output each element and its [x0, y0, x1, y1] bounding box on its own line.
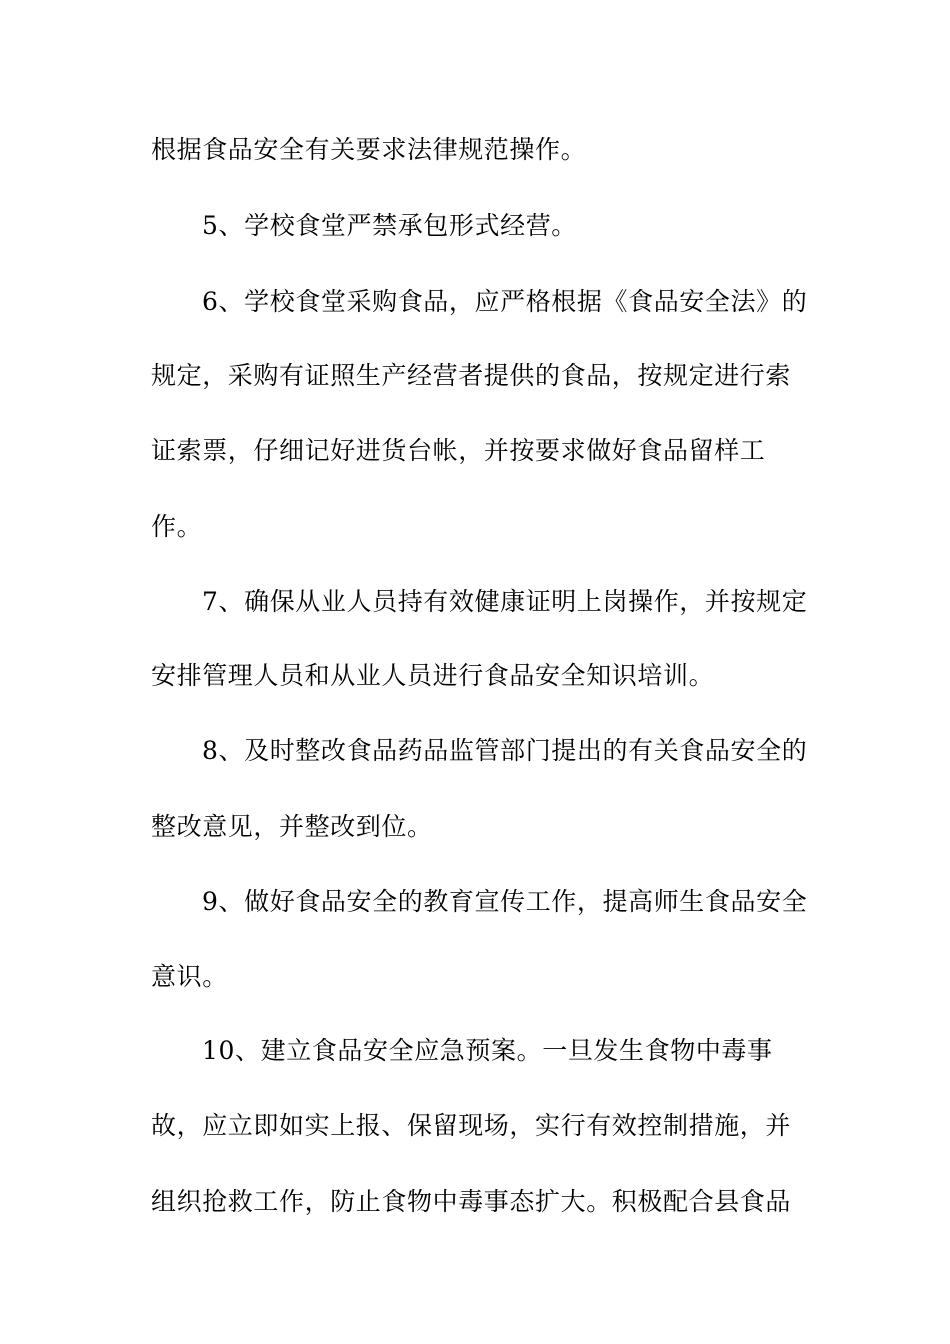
text-line: 整改意见，并整改到位。: [151, 812, 433, 841]
text-line: 安排管理人员和从业人员进行食品安全知识培训。: [151, 661, 715, 690]
text-line: 6、学校食堂采购食品，应严格根据《食品安全法》的: [202, 287, 808, 316]
text-line: 10、建立食品安全应急预案。一旦发生食物中毒事: [202, 1036, 773, 1065]
text-line: 故，应立即如实上报、保留现场，实行有效控制措施，并: [151, 1111, 792, 1140]
text-line: 作。: [151, 512, 203, 541]
text-line: 根据食品安全有关要求法律规范操作。: [151, 135, 587, 164]
text-line: 5、学校食堂严禁承包形式经营。: [202, 211, 577, 240]
text-line: 规定，采购有证照生产经营者提供的食品，按规定进行索: [151, 361, 792, 390]
text-line: 证索票，仔细记好进货台帐，并按要求做好食品留样工: [151, 436, 766, 465]
text-line: 8、及时整改食品药品监管部门提出的有关食品安全的: [202, 736, 808, 765]
text-line: 组织抢救工作，防止食物中毒事态扩大。积极配合县食品: [151, 1187, 792, 1216]
text-line: 7、确保从业人员持有效健康证明上岗操作，并按规定: [202, 587, 808, 616]
text-line: 9、做好食品安全的教育宣传工作，提高师生食品安全: [202, 887, 808, 916]
text-line: 意识。: [151, 962, 228, 991]
